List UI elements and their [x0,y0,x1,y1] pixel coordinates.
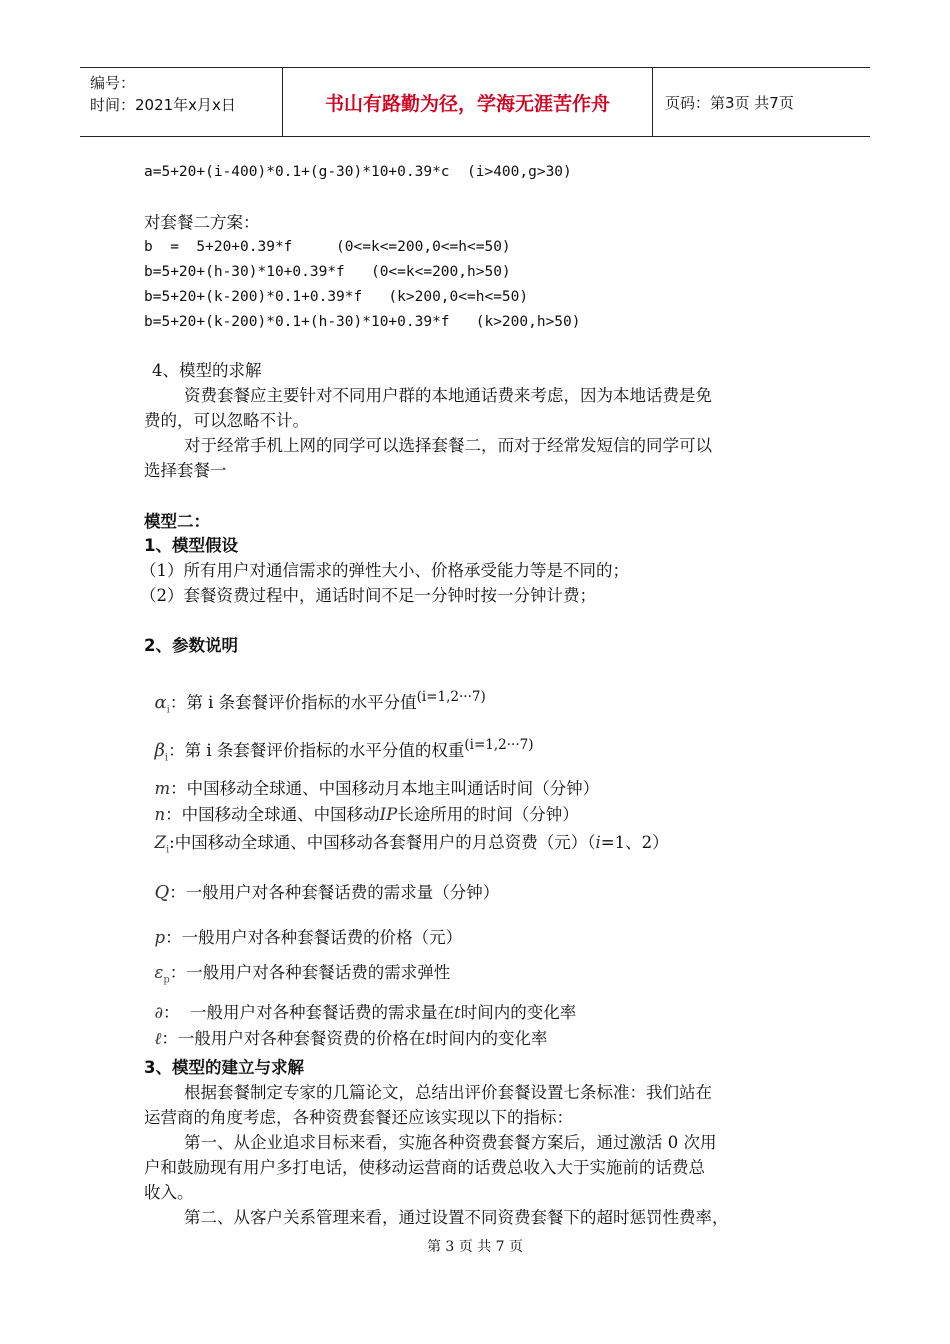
formula-b3: b=5+20+(k-200)*0.1+0.39*f (k>200,0<=h<=50) [144,289,529,305]
n-desc-a: ：中国移动全球通、中国移动 [165,805,380,824]
section3-para1-line2: 运营商的角度考虑，各种资费套餐还应该实现以下的指标： [144,1108,573,1127]
partial-desc-b: 时间内的变化率 [460,1003,577,1022]
z-desc: :中国移动全球通、中国移动各套餐用户的月总资费（元）（ [169,833,596,852]
assumption-1: （1）所有用户对通信需求的弹性大小、价格承受能力等是不同的； [140,561,629,580]
header-page-info: 页码：第3页 共7页 [665,93,794,112]
section3-para2-line1: 第一、从企业追求目标来看，实施各种资费套餐方案后，通过激活 0 次用 [184,1133,717,1152]
doc-time-label: 时间：2021年x月x日 [90,96,236,114]
z-tail: =1、2） [600,833,669,852]
param-heading: 2、参数说明 [144,636,238,655]
section3-para1-line1: 根据套餐制定专家的几篇论文，总结出评价套餐设置七条标准：我们站在 [184,1083,712,1102]
plan2-title: 对套餐二方案： [144,213,260,232]
section4-para1-line2: 费的，可以忽略不计。 [144,411,309,430]
model2-title: 模型二： [144,512,210,531]
z-index-symbol: i [595,833,601,852]
param-q [144,860,499,904]
m-desc: ：中国移动全球通、中国移动月本地主叫通话时间（分钟） [170,779,600,798]
section3-para2-line3: 收入。 [144,1183,194,1202]
header-meta-cell [80,68,283,136]
t-symbol: t [454,1003,461,1022]
z-subscript: i [165,844,170,856]
n-symbol: n [154,805,166,824]
page-footer: 第 3 页 共 7 页 [426,1239,524,1255]
n-desc-b: 长途所用的时间（分钟） [397,805,579,824]
section4-para1-line1: 资费套餐应主要针对不同用户群的本地通话费来考虑，因为本地话费是免 [184,386,712,405]
section3-para3-line1: 第二、从客户关系管理来看，通过设置不同资费套餐下的超时惩罚性费率， [184,1208,729,1227]
beta-subscript: i [164,752,169,764]
ell-desc-a: ：一般用户对各种套餐资费的价格在 [161,1029,426,1048]
formula-b2: b=5+20+(h-30)*10+0.39*f (0<=k<=200,h>50) [144,264,511,280]
partial-desc-a: ： 一般用户对各种套餐话费的需求量在 [163,1003,455,1022]
section4-para2-line1: 对于经常手机上网的同学可以选择套餐二，而对于经常发短信的同学可以 [184,436,712,455]
section3-para2-line2: 户和鼓励现有用户多打电话，使移动运营商的话费总收入大于实施前的话费总 [144,1158,705,1177]
section3-heading: 3、模型的建立与求解 [144,1058,304,1077]
p-symbol: p [154,928,166,947]
formula-b4: b=5+20+(k-200)*0.1+(h-30)*10+0.39*f (k>200,h>50) [144,314,581,330]
param-z [144,810,669,861]
model2-assumption-heading: 1、模型假设 [144,536,238,555]
alpha-range: (i=1,2···7) [416,689,486,705]
beta-desc: ：第 i 条套餐评价指标的水平分值的权重 [168,741,465,760]
t-symbol-2: t [425,1029,433,1048]
assumption-2: （2）套餐资费过程中，通话时间不足一分钟时按一分钟计费； [140,586,596,605]
page-header [80,67,870,137]
param-ell [144,1006,548,1050]
doc-number-label: 编号： [90,74,136,92]
epsilon-symbol: ε [154,963,164,982]
partial-symbol: ∂ [154,1003,164,1022]
q-desc: ：一般用户对各种套餐话费的需求量（分钟） [169,883,500,902]
q-symbol: Q [154,882,170,903]
formula-a: a=5+20+(i-400)*0.1+(g-30)*10+0.39*c (i>400,g>30) [144,164,572,180]
alpha-subscript: i [166,704,170,716]
header-motto: 书山有路勤为径，学海无涯苦作舟 [283,68,653,136]
section4-heading: 4、模型的求解 [152,361,262,380]
epsilon-desc: ：一般用户对各种套餐话费的需求弹性 [169,963,451,982]
beta-range: (i=1,2···7) [464,737,534,753]
section4-para2-line2: 选择套餐一 [144,461,227,480]
p-desc: ：一般用户对各种套餐话费的价格（元） [165,928,463,947]
ip-symbol: IP [379,805,398,824]
ell-symbol: ℓ [154,1029,162,1048]
ell-desc-b: 时间内的变化率 [432,1029,548,1048]
alpha-desc: ：第 i 条套餐评价指标的水平分值 [169,693,417,712]
epsilon-subscript: p [163,974,170,986]
alpha-symbol: α [154,692,167,713]
beta-symbol: β [154,740,165,761]
z-symbol: Z [154,833,166,852]
formula-b1: b = 5+20+0.39*f (0<=k<=200,0<=h<=50) [144,239,511,255]
m-symbol: m [154,779,171,798]
